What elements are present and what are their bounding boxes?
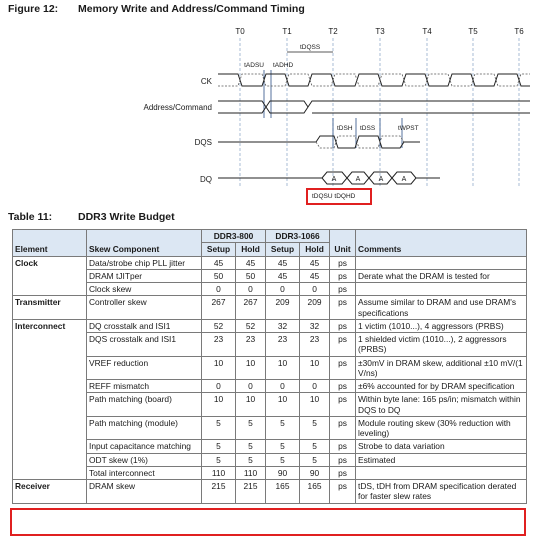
setup-1066-cell: 5	[266, 440, 300, 453]
header-hold-1066: Hold	[300, 243, 330, 256]
dq-beat-4: A	[401, 176, 407, 183]
setup-1066-cell: 165	[266, 480, 300, 504]
figure-title	[8, 3, 305, 15]
receiver-row-highlight	[10, 508, 526, 536]
param-dss: tDSS	[360, 125, 376, 132]
comment-cell	[356, 283, 527, 296]
component-cell: Controller skew	[87, 296, 202, 320]
element-cell: Clock	[13, 256, 87, 296]
comment-cell	[356, 256, 527, 269]
comment-cell: 1 shielded victim (1010...), 2 aggressors (PRBS)	[356, 333, 527, 357]
comment-cell: 1 victim (1010...), 4 aggressors (PRBS)	[356, 319, 527, 332]
table-number: Table 11:	[8, 211, 53, 223]
hold-800-cell: 45	[236, 256, 266, 269]
time-label-t1: T1	[282, 27, 292, 36]
unit-cell: ps	[330, 269, 356, 282]
hold-1066-cell: 45	[300, 256, 330, 269]
component-cell: Path matching (board)	[87, 393, 202, 417]
dqs-inverted-waveform	[316, 136, 404, 148]
table-row	[13, 356, 527, 380]
table-header-row-1	[13, 230, 527, 243]
unit-cell: ps	[330, 453, 356, 466]
setup-1066-cell: 23	[266, 333, 300, 357]
setup-1066-cell: 209	[266, 296, 300, 320]
hold-1066-cell: 10	[300, 393, 330, 417]
unit-cell: ps	[330, 319, 356, 332]
setup-1066-cell: 0	[266, 380, 300, 393]
header-hold-800: Hold	[236, 243, 266, 256]
unit-cell: ps	[330, 393, 356, 417]
address-command-waveform	[218, 101, 530, 113]
setup-1066-cell: 32	[266, 319, 300, 332]
table-title-text: DDR3 Write Budget	[78, 211, 175, 223]
header-element: Element	[13, 230, 87, 257]
dqsu-dqhd-highlight	[306, 188, 372, 205]
hold-800-cell: 110	[236, 466, 266, 479]
write-budget-table	[12, 229, 527, 504]
table-title	[8, 211, 175, 223]
header-unit: Unit	[330, 230, 356, 257]
component-cell: DRAM skew	[87, 480, 202, 504]
hold-1066-cell: 165	[300, 480, 330, 504]
setup-800-cell: 5	[202, 453, 236, 466]
component-cell: Clock skew	[87, 283, 202, 296]
header-skew-component: Skew Component	[87, 230, 202, 257]
ck-inverted-waveform	[218, 74, 530, 86]
setup-1066-cell: 5	[266, 453, 300, 466]
unit-cell: ps	[330, 256, 356, 269]
param-dqss: tDQSS	[300, 44, 321, 51]
header-setup-1066: Setup	[266, 243, 300, 256]
table-row-receiver	[13, 480, 527, 504]
signal-label-dq: DQ	[200, 175, 212, 184]
unit-cell: ps	[330, 333, 356, 357]
table-row	[13, 256, 527, 269]
unit-cell: ps	[330, 380, 356, 393]
signal-label-addr: Address/Command	[143, 103, 212, 112]
comment-cell: Module routing skew (30% reduction with leveling)	[356, 416, 527, 440]
header-comments: Comments	[356, 230, 527, 257]
comment-cell: Estimated	[356, 453, 527, 466]
hold-1066-cell: 0	[300, 380, 330, 393]
component-cell: DQ crosstalk and ISI1	[87, 319, 202, 332]
comment-cell: ±6% accounted for by DRAM specification	[356, 380, 527, 393]
signal-label-ck: CK	[200, 77, 212, 86]
figure-title-text: Memory Write and Address/Command Timing	[78, 3, 305, 15]
setup-800-cell: 50	[202, 269, 236, 282]
setup-1066-cell: 0	[266, 283, 300, 296]
hold-800-cell: 10	[236, 393, 266, 417]
time-label-t3: T3	[375, 27, 385, 36]
element-cell: Receiver	[13, 480, 87, 504]
table-row	[13, 333, 527, 357]
hold-800-cell: 267	[236, 296, 266, 320]
header-setup-800: Setup	[202, 243, 236, 256]
hold-1066-cell: 209	[300, 296, 330, 320]
setup-800-cell: 23	[202, 333, 236, 357]
hold-800-cell: 0	[236, 283, 266, 296]
dq-beat-1: A	[331, 176, 337, 183]
setup-800-cell: 110	[202, 466, 236, 479]
hold-800-cell: 10	[236, 356, 266, 380]
header-ddr3-800: DDR3-800	[202, 230, 266, 243]
table-body	[13, 256, 527, 503]
hold-1066-cell: 90	[300, 466, 330, 479]
setup-800-cell: 10	[202, 393, 236, 417]
hold-800-cell: 0	[236, 380, 266, 393]
table-row	[13, 466, 527, 479]
unit-cell: ps	[330, 416, 356, 440]
setup-1066-cell: 90	[266, 466, 300, 479]
param-adhd: tADHD	[273, 62, 294, 69]
comment-cell	[356, 466, 527, 479]
setup-800-cell: 0	[202, 380, 236, 393]
hold-1066-cell: 5	[300, 440, 330, 453]
hold-1066-cell: 23	[300, 333, 330, 357]
hold-800-cell: 215	[236, 480, 266, 504]
header-ddr3-1066: DDR3-1066	[266, 230, 330, 243]
dq-beat-2: A	[355, 176, 361, 183]
comment-cell: Assume similar to DRAM and use DRAM's specifications	[356, 296, 527, 320]
hold-800-cell: 23	[236, 333, 266, 357]
unit-cell: ps	[330, 296, 356, 320]
hold-800-cell: 5	[236, 440, 266, 453]
component-cell: Total interconnect	[87, 466, 202, 479]
setup-800-cell: 267	[202, 296, 236, 320]
table-row	[13, 283, 527, 296]
param-dqsu-dqhd: tDQSU tDQHD	[312, 193, 356, 200]
time-label-t4: T4	[422, 27, 432, 36]
comment-cell: Strobe to data variation	[356, 440, 527, 453]
table-row	[13, 269, 527, 282]
hold-1066-cell: 5	[300, 416, 330, 440]
setup-800-cell: 215	[202, 480, 236, 504]
component-cell: Input capacitance matching	[87, 440, 202, 453]
component-cell: REFF mismatch	[87, 380, 202, 393]
setup-800-cell: 5	[202, 416, 236, 440]
setup-800-cell: 10	[202, 356, 236, 380]
comment-cell: Derate what the DRAM is tested for	[356, 269, 527, 282]
hold-800-cell: 5	[236, 453, 266, 466]
setup-1066-cell: 5	[266, 416, 300, 440]
time-label-t2: T2	[328, 27, 338, 36]
setup-800-cell: 5	[202, 440, 236, 453]
param-adsu: tADSU	[244, 62, 264, 69]
element-cell: Interconnect	[13, 319, 87, 479]
setup-1066-cell: 10	[266, 393, 300, 417]
unit-cell: ps	[330, 356, 356, 380]
unit-cell: ps	[330, 466, 356, 479]
time-label-t0: T0	[235, 27, 245, 36]
table-row	[13, 453, 527, 466]
component-cell: DQS crosstalk and ISI1	[87, 333, 202, 357]
hold-1066-cell: 45	[300, 269, 330, 282]
table-row	[13, 319, 527, 332]
timing-diagram	[0, 18, 550, 208]
table-row	[13, 296, 527, 320]
hold-1066-cell: 5	[300, 453, 330, 466]
element-cell: Transmitter	[13, 296, 87, 320]
comment-cell: tDS, tDH from DRAM specification derated for faster slew rates	[356, 480, 527, 504]
hold-1066-cell: 0	[300, 283, 330, 296]
unit-cell: ps	[330, 440, 356, 453]
hold-800-cell: 52	[236, 319, 266, 332]
component-cell: DRAM tJITper	[87, 269, 202, 282]
comment-cell: Within byte lane: 165 ps/in; mismatch within DQS to DQ	[356, 393, 527, 417]
component-cell: VREF reduction	[87, 356, 202, 380]
time-label-t6: T6	[514, 27, 524, 36]
hold-800-cell: 5	[236, 416, 266, 440]
component-cell: Data/strobe chip PLL jitter	[87, 256, 202, 269]
setup-1066-cell: 10	[266, 356, 300, 380]
unit-cell: ps	[330, 480, 356, 504]
unit-cell: ps	[330, 283, 356, 296]
table-row	[13, 440, 527, 453]
param-dsh: tDSH	[337, 125, 353, 132]
figure-number: Figure 12:	[8, 3, 59, 15]
setup-800-cell: 0	[202, 283, 236, 296]
hold-1066-cell: 10	[300, 356, 330, 380]
dq-beat-3: A	[378, 176, 384, 183]
setup-800-cell: 45	[202, 256, 236, 269]
component-cell: Path matching (module)	[87, 416, 202, 440]
ck-waveform	[218, 74, 530, 86]
table-row	[13, 380, 527, 393]
signal-label-dqs: DQS	[194, 138, 212, 147]
table-row	[13, 393, 527, 417]
table-row	[13, 416, 527, 440]
component-cell: ODT skew (1%)	[87, 453, 202, 466]
param-wpst: tWPST	[398, 125, 419, 132]
setup-1066-cell: 45	[266, 269, 300, 282]
hold-1066-cell: 32	[300, 319, 330, 332]
time-label-t5: T5	[468, 27, 478, 36]
comment-cell: ±30mV in DRAM skew, additional ±10 mV/(1 V/ns)	[356, 356, 527, 380]
setup-1066-cell: 45	[266, 256, 300, 269]
hold-800-cell: 50	[236, 269, 266, 282]
setup-800-cell: 52	[202, 319, 236, 332]
